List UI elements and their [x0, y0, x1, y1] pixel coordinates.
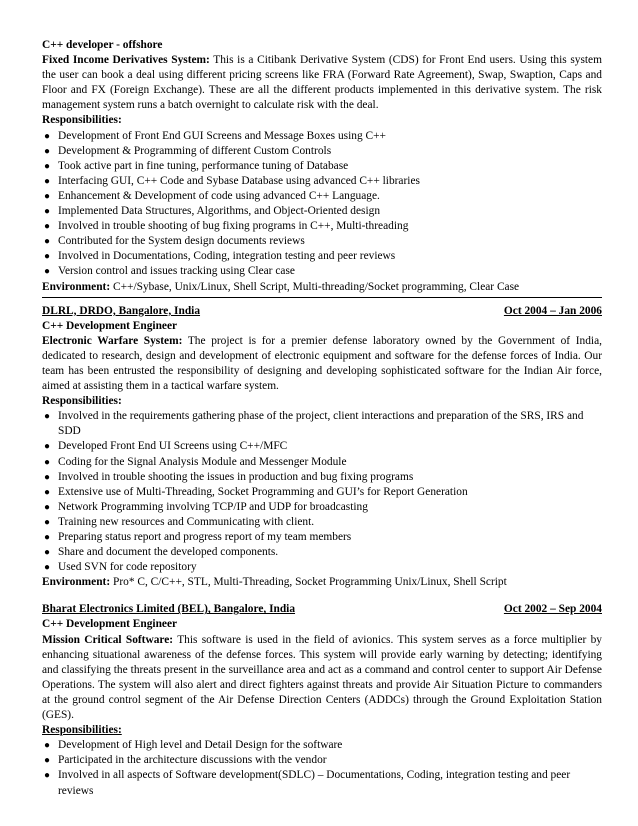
list-item: ● Involved in the requirements gathering phase of the project, client interactions and preparation of the SRS, IRS and SDD	[44, 410, 584, 438]
bullet-icon: ●	[44, 770, 51, 782]
list-item: ● Developed Front End UI Screens using C++/MFC	[42, 439, 602, 454]
environment-text: Pro* C, C/C++, STL, Multi-Threading, Socket Programming Unix/Linux, Shell Script	[113, 576, 507, 589]
list-item: ● Participated in the architecture discussions with the vendor	[42, 753, 602, 768]
project-label: Electronic Warfare System:	[42, 334, 183, 347]
list-item: ● Coding for the Signal Analysis Module and Messenger Module	[42, 455, 602, 470]
list-item: ● Development of High level and Detail Design for the software	[42, 738, 602, 753]
list-item: ● Preparing status report and progress report of my team members	[42, 530, 602, 545]
project-text: This is a Citibank Derivative System (CDS) for Front End users. Using this system the user can book a deal using different pricing screens like FRA (Forward Rate Agreement), Swap, Swaption, Caps and Floor and FX (Foreign Exchange). These are all the different products implemented in this derivative system. The risk management system runs a batch overnight to calculate risk with the deal.	[42, 54, 602, 112]
bullet-icon: ●	[44, 532, 51, 543]
bullet-icon: ●	[44, 145, 51, 157]
environment-label: Environment:	[42, 576, 111, 589]
bullet-icon: ●	[44, 221, 51, 233]
bullet-icon: ●	[44, 175, 51, 187]
project-text: This software is used in the field of avionics. This system serves as a force multiplier by enhancing situational awareness of the defense forces. This system will provide early warning by detecting; identifying and classifying the threats present in the surveillance area and act as a command and control center to support Air Defense Operations. The system will also alert and direct fighters against threats and provide Air Situation Picture to commanders at the ground control segment of the Air Defense Direction Centers (ADDCs) through the Ground Exploitation Station (GES).	[42, 633, 602, 722]
list-item: ● Used SVN for code repository	[42, 560, 602, 575]
bullet-icon: ●	[44, 190, 51, 202]
section-offshore	[42, 38, 602, 295]
company-name: DLRL, DRDO, Bangalore, India	[42, 304, 201, 317]
list-item: ● Involved in Documentations, Coding, integration testing and peer reviews	[42, 249, 602, 264]
list-item: ● Took active part in fine tuning, performance tuning of Database	[42, 159, 602, 174]
role-title: C++ Development Engineer	[42, 618, 178, 631]
responsibilities-list	[42, 738, 602, 798]
bullet-icon: ●	[44, 501, 51, 513]
list-item: ● Interfacing GUI, C++ Code and Sybase Database using advanced C++ libraries	[42, 174, 602, 189]
list-item: ● Involved in trouble shooting the issues in production and bug fixing programs	[42, 470, 602, 485]
list-item: ● Contributed for the System design documents reviews	[42, 234, 602, 249]
list-item: ● Extensive use of Multi-Threading, Socket Programming and GUI’s for Report Generation	[42, 485, 602, 500]
project-label: Fixed Income Derivatives System:	[42, 54, 210, 67]
list-item: ● Enhancement & Development of code using advanced C++ Language.	[42, 189, 602, 204]
role-title: C++ Development Engineer	[42, 319, 178, 332]
resume-page	[42, 38, 602, 799]
list-item: ● Share and document the developed components.	[42, 545, 602, 560]
bullet-icon: ●	[44, 441, 51, 453]
employer-header	[42, 304, 602, 319]
bullet-icon: ●	[44, 160, 51, 172]
list-item: ● Involved in trouble shooting of bug fixing programs in C++, Multi-threading	[42, 219, 602, 234]
role-title: C++ developer - offshore	[42, 39, 163, 51]
project-description	[42, 334, 602, 394]
bullet-icon: ●	[44, 236, 51, 248]
responsibilities-heading: Responsibilities:	[42, 114, 122, 127]
company-name: Bharat Electronics Limited (BEL), Bangalore, India	[42, 603, 296, 616]
project-description	[42, 633, 602, 724]
responsibilities-list	[42, 409, 602, 575]
employer-header	[42, 602, 602, 617]
bullet-icon: ●	[44, 486, 51, 498]
project-text: The project is for a premier defense laboratory owned by the Government of India, dedicated to research, design and development of electronic equipment and software for the defense forces of India. Our team has been entrusted the responsibility of designing and developing sophisticated software for the Indian Air force, aimed at assisting them in a tactical warfare system.	[42, 334, 602, 393]
environment-line	[42, 280, 602, 295]
bullet-icon: ●	[44, 755, 51, 767]
environment-text: C++/Sybase, Unix/Linux, Shell Script, Multi-threading/Socket programming, Clear Case	[113, 280, 520, 293]
bullet-icon: ●	[44, 456, 51, 468]
project-description	[42, 53, 602, 113]
employment-dates: Oct 2004 – Jan 2006	[503, 304, 602, 317]
project-label: Mission Critical Software:	[42, 633, 174, 646]
list-item: ● Development of Front End GUI Screens and Message Boxes using C++	[42, 129, 602, 144]
section-dlrl	[42, 304, 602, 591]
section-divider	[42, 297, 602, 298]
bullet-icon: ●	[44, 471, 51, 483]
list-item: ● Training new resources and Communicating with client.	[42, 515, 602, 530]
bullet-icon: ●	[44, 266, 51, 278]
spacer	[42, 590, 602, 596]
list-item: ● Network Programming involving TCP/IP and UDP for broadcasting	[42, 500, 602, 515]
section-bel	[42, 602, 602, 798]
environment-line	[42, 575, 602, 590]
bullet-icon: ●	[44, 251, 51, 263]
bullet-icon: ●	[44, 547, 51, 559]
responsibilities-list	[42, 129, 602, 280]
bullet-icon: ●	[44, 516, 51, 528]
bullet-icon: ●	[44, 206, 51, 218]
responsibilities-heading: Responsibilities:	[42, 724, 122, 737]
responsibilities-heading: Responsibilities:	[42, 395, 122, 408]
bullet-icon: ●	[44, 411, 51, 423]
list-item: ● Involved in all aspects of Software development(SDLC) – Documentations, Coding, integration testing and peer reviews	[44, 769, 571, 797]
bullet-icon: ●	[44, 562, 51, 574]
list-item: ● Version control and issues tracking using Clear case	[42, 264, 602, 279]
environment-label: Environment:	[42, 280, 111, 293]
bullet-icon: ●	[44, 740, 51, 752]
employment-dates: Oct 2002 – Sep 2004	[503, 603, 602, 616]
bullet-icon: ●	[44, 130, 51, 142]
list-item: ● Development & Programming of different Custom Controls	[42, 144, 602, 159]
list-item: ● Implemented Data Structures, Algorithms, and Object-Oriented design	[42, 204, 602, 219]
